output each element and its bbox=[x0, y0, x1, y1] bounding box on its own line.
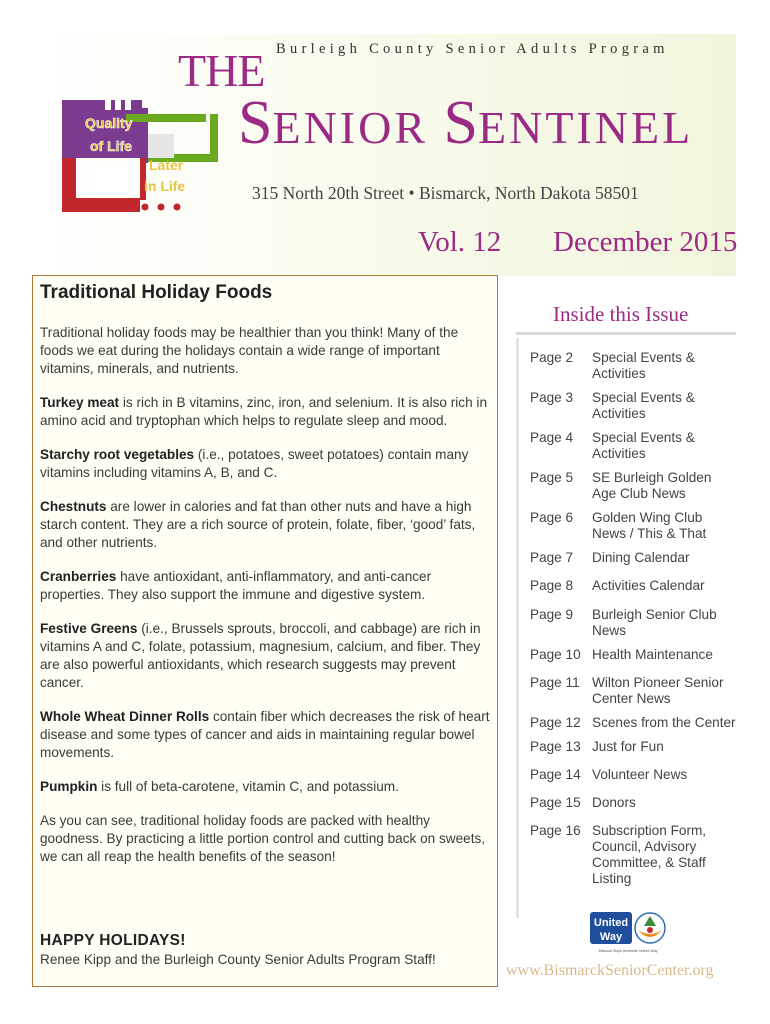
food-name: Festive Greens bbox=[40, 621, 138, 636]
inside-this-issue-heading: Inside this Issue bbox=[553, 302, 689, 326]
toc-page: Page 6 bbox=[530, 510, 574, 525]
food-name: Turkey meat bbox=[40, 395, 120, 410]
food-item bbox=[40, 446, 494, 482]
toc-page: Page 2 bbox=[530, 350, 574, 365]
toc-description: Scenes from the Center bbox=[592, 715, 736, 730]
toc-entry bbox=[530, 430, 736, 462]
toc-description: SE Burleigh Golden Age Club News bbox=[592, 470, 712, 501]
food-text: contain fiber which decreases the risk of heart disease and some types of cancer and aids in maintaining regular bowel movements. bbox=[40, 709, 490, 760]
toc-page: Page 9 bbox=[530, 607, 574, 622]
toc-description: Volunteer News bbox=[592, 767, 688, 782]
title-word-enior: ENIOR bbox=[272, 102, 429, 153]
logo-text-later: Later bbox=[149, 157, 184, 173]
toc-entry bbox=[530, 578, 736, 594]
issue-date: December 2015 bbox=[553, 226, 738, 258]
toc-page: Page 7 bbox=[530, 550, 574, 565]
title-letter-s1: S bbox=[238, 89, 273, 157]
toc-side-rule bbox=[516, 338, 519, 918]
toc-entry bbox=[530, 675, 736, 707]
toc-page: Page 5 bbox=[530, 470, 574, 485]
toc-description: Donors bbox=[592, 795, 636, 810]
toc-description: Dining Calendar bbox=[592, 550, 690, 565]
food-item bbox=[40, 498, 494, 552]
logo-text-in-life: in Life bbox=[144, 178, 186, 194]
title-letter-s2: S bbox=[443, 89, 479, 157]
inside-heading-rule bbox=[516, 332, 736, 335]
website-link[interactable]: www.BismarckSeniorCenter.org bbox=[506, 962, 714, 979]
food-name: Pumpkin bbox=[40, 779, 98, 794]
toc-entry bbox=[530, 550, 736, 566]
toc-page: Page 10 bbox=[530, 647, 581, 662]
toc-page: Page 16 bbox=[530, 823, 581, 838]
toc-entry bbox=[530, 795, 736, 811]
toc-page: Page 15 bbox=[530, 795, 581, 810]
title-word-entinel: ENTINEL bbox=[478, 102, 694, 153]
toc-entry bbox=[530, 715, 736, 731]
toc-description: Health Maintenance bbox=[592, 647, 713, 662]
united-way-logo bbox=[588, 910, 668, 954]
toc-entry bbox=[530, 647, 736, 663]
table-of-contents bbox=[530, 350, 736, 887]
toc-page: Page 11 bbox=[530, 675, 580, 690]
article-intro: Traditional holiday foods may be healthier than you think! Many of the foods we eat during the holidays contain a wide range of important vitamins, minerals, and nutrients. bbox=[40, 325, 459, 376]
toc-entry bbox=[530, 390, 736, 422]
toc-page: Page 14 bbox=[530, 767, 581, 782]
food-name: Whole Wheat Dinner Rolls bbox=[40, 709, 210, 724]
food-name: Cranberries bbox=[40, 569, 117, 584]
address: 315 North 20th Street • Bismarck, North Dakota 58501 bbox=[252, 183, 639, 203]
food-text: is full of beta-carotene, vitamin C, and potassium. bbox=[97, 779, 399, 794]
toc-description: Special Events & Activities bbox=[592, 350, 695, 381]
toc-description: Special Events & Activities bbox=[592, 390, 695, 421]
article-title: Traditional Holiday Foods bbox=[40, 282, 273, 303]
toc-page: Page 12 bbox=[530, 715, 581, 730]
toc-entry bbox=[530, 350, 736, 382]
toc-description: Special Events & Activities bbox=[592, 430, 695, 461]
toc-entry bbox=[530, 767, 736, 783]
article-body bbox=[40, 324, 494, 882]
quality-of-life-logo bbox=[60, 98, 230, 218]
article-box bbox=[32, 275, 498, 987]
toc-page: Page 13 bbox=[530, 739, 581, 754]
logo-text-of-life: of Life bbox=[90, 138, 132, 154]
toc-entry bbox=[530, 823, 736, 887]
program-name: Burleigh County Senior Adults Program bbox=[276, 41, 669, 57]
food-item bbox=[40, 568, 494, 604]
food-text: are lower in calories and fat than other nuts and have a high starch content. They are a rich source of protein, folate, fiber, ‘good’ fats, and other nutrients. bbox=[40, 499, 476, 550]
food-text: (i.e., Brussels sprouts, broccoli, and cabbage) are rich in vitamins A and C, folate, potassium, magnesium, calcium, and fiber. They are also powerful antioxidants, which research suggests may prevent cancer. bbox=[40, 621, 481, 690]
toc-entry bbox=[530, 607, 736, 639]
toc-page: Page 4 bbox=[530, 430, 574, 445]
toc-page: Page 8 bbox=[530, 578, 574, 593]
food-text: have antioxidant, anti-inflammatory, and anti-cancer properties. They also support the immune and digestive system. bbox=[40, 569, 432, 602]
logo-text-quality: Quality bbox=[85, 115, 133, 131]
newsletter-title bbox=[238, 89, 694, 157]
toc-entry bbox=[530, 739, 736, 755]
volume: Vol. 12 bbox=[418, 226, 502, 258]
food-item bbox=[40, 708, 494, 762]
signoff: Renee Kipp and the Burleigh County Senior Adults Program Staff! bbox=[40, 952, 436, 967]
toc-entry bbox=[530, 510, 736, 542]
toc-description: Golden Wing Club News / This & That bbox=[592, 510, 707, 541]
food-text: (i.e., potatoes, sweet potatoes) contain many vitamins including vitamins A, B, and C. bbox=[40, 447, 469, 480]
united-way-text-2: Way bbox=[599, 931, 623, 943]
toc-entry bbox=[530, 470, 736, 502]
toc-description: Wilton Pioneer Senior Center News bbox=[592, 675, 724, 706]
food-name: Chestnuts bbox=[40, 499, 107, 514]
article-closing: As you can see, traditional holiday foods are packed with healthy goodness. By practicing a little portion control and cutting back on sweets, we can all reap the health benefits of the season! bbox=[40, 813, 486, 864]
food-item bbox=[40, 620, 494, 692]
happy-holidays-heading: HAPPY HOLIDAYS! bbox=[40, 932, 186, 949]
food-name: Starchy root vegetables bbox=[40, 447, 195, 462]
food-item bbox=[40, 778, 494, 796]
food-text: is rich in B vitamins, zinc, iron, and selenium. It is also rich in amino acid and tryptophan which helps to regulate sleep and mood. bbox=[40, 395, 488, 428]
united-way-text-1: United bbox=[593, 917, 629, 929]
title-the: THE bbox=[178, 45, 265, 96]
toc-description: Just for Fun bbox=[592, 739, 664, 754]
toc-description: Activities Calendar bbox=[592, 578, 705, 593]
toc-description: Burleigh Senior Club News bbox=[592, 607, 717, 638]
toc-description: Subscription Form, Council, Advisory Committee, & Staff Listing bbox=[592, 823, 707, 886]
united-way-caption: Missouri Slope Areawide United Way bbox=[598, 949, 658, 953]
toc-page: Page 3 bbox=[530, 390, 574, 405]
food-item bbox=[40, 394, 494, 430]
